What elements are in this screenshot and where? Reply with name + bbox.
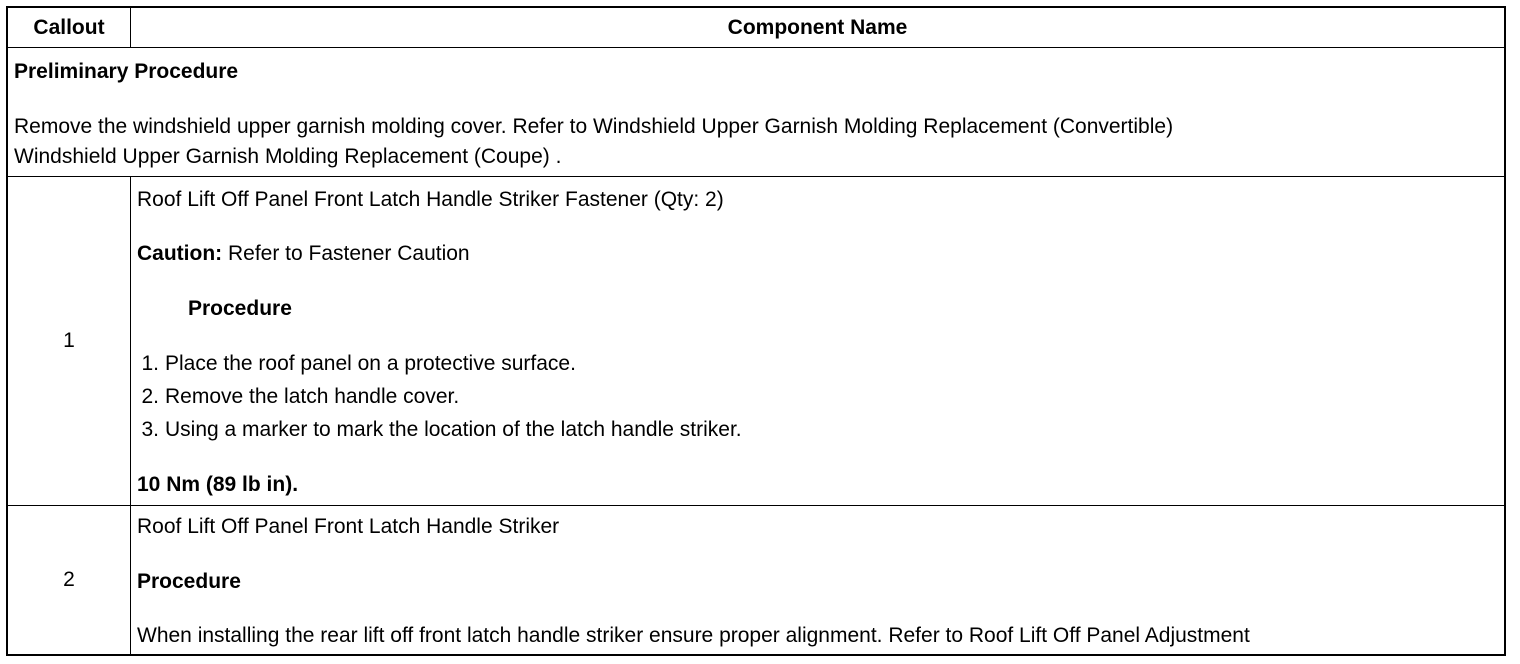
procedure-table bbox=[6, 6, 1506, 656]
caution-text: Refer to Fastener Caution bbox=[222, 242, 470, 265]
installation-note: When installing the rear lift off front latch handle striker ensure proper alignment. Refer to Roof Lift Off Panel Adjustment bbox=[137, 624, 1250, 647]
step-number: 1. bbox=[141, 352, 159, 375]
preliminary-procedure-title: Preliminary Procedure bbox=[14, 60, 239, 83]
procedure-title: Procedure bbox=[137, 570, 241, 593]
step-text: Place the roof panel on a protective surface. bbox=[165, 352, 576, 375]
component-name: Roof Lift Off Panel Front Latch Handle Striker Fastener (Qty: 2) bbox=[137, 188, 724, 211]
step-number: 3. bbox=[141, 418, 159, 441]
callout-number: 2 bbox=[8, 506, 131, 654]
step-text: Remove the latch handle cover. bbox=[165, 385, 460, 408]
procedure-step bbox=[137, 418, 742, 442]
procedure-step bbox=[137, 352, 576, 376]
procedure-title: Procedure bbox=[188, 297, 292, 320]
callout-column-header: Callout bbox=[8, 8, 131, 47]
caution-line bbox=[137, 242, 470, 266]
component-cell bbox=[131, 506, 1504, 654]
torque-spec: 10 Nm (89 lb in). bbox=[137, 473, 299, 496]
component-name: Roof Lift Off Panel Front Latch Handle Striker bbox=[137, 515, 560, 538]
component-cell bbox=[131, 177, 1504, 505]
table-row bbox=[8, 506, 1504, 654]
preliminary-procedure-text-line-1: Remove the windshield upper garnish molding cover. Refer to Windshield Upper Garnish Molding Replacement (Convertible) bbox=[14, 115, 1174, 138]
table-header-row bbox=[8, 8, 1504, 48]
procedure-step bbox=[137, 385, 459, 409]
preliminary-procedure-text-line-2: Windshield Upper Garnish Molding Replacement (Coupe) . bbox=[14, 145, 562, 168]
caution-label: Caution: bbox=[137, 242, 223, 265]
step-number: 2. bbox=[141, 385, 159, 408]
step-text: Using a marker to mark the location of the latch handle striker. bbox=[165, 418, 742, 441]
table-row bbox=[8, 177, 1504, 506]
component-name-column-header: Component Name bbox=[727, 15, 908, 39]
preliminary-procedure-row bbox=[8, 48, 1504, 177]
callout-number: 1 bbox=[8, 177, 131, 505]
